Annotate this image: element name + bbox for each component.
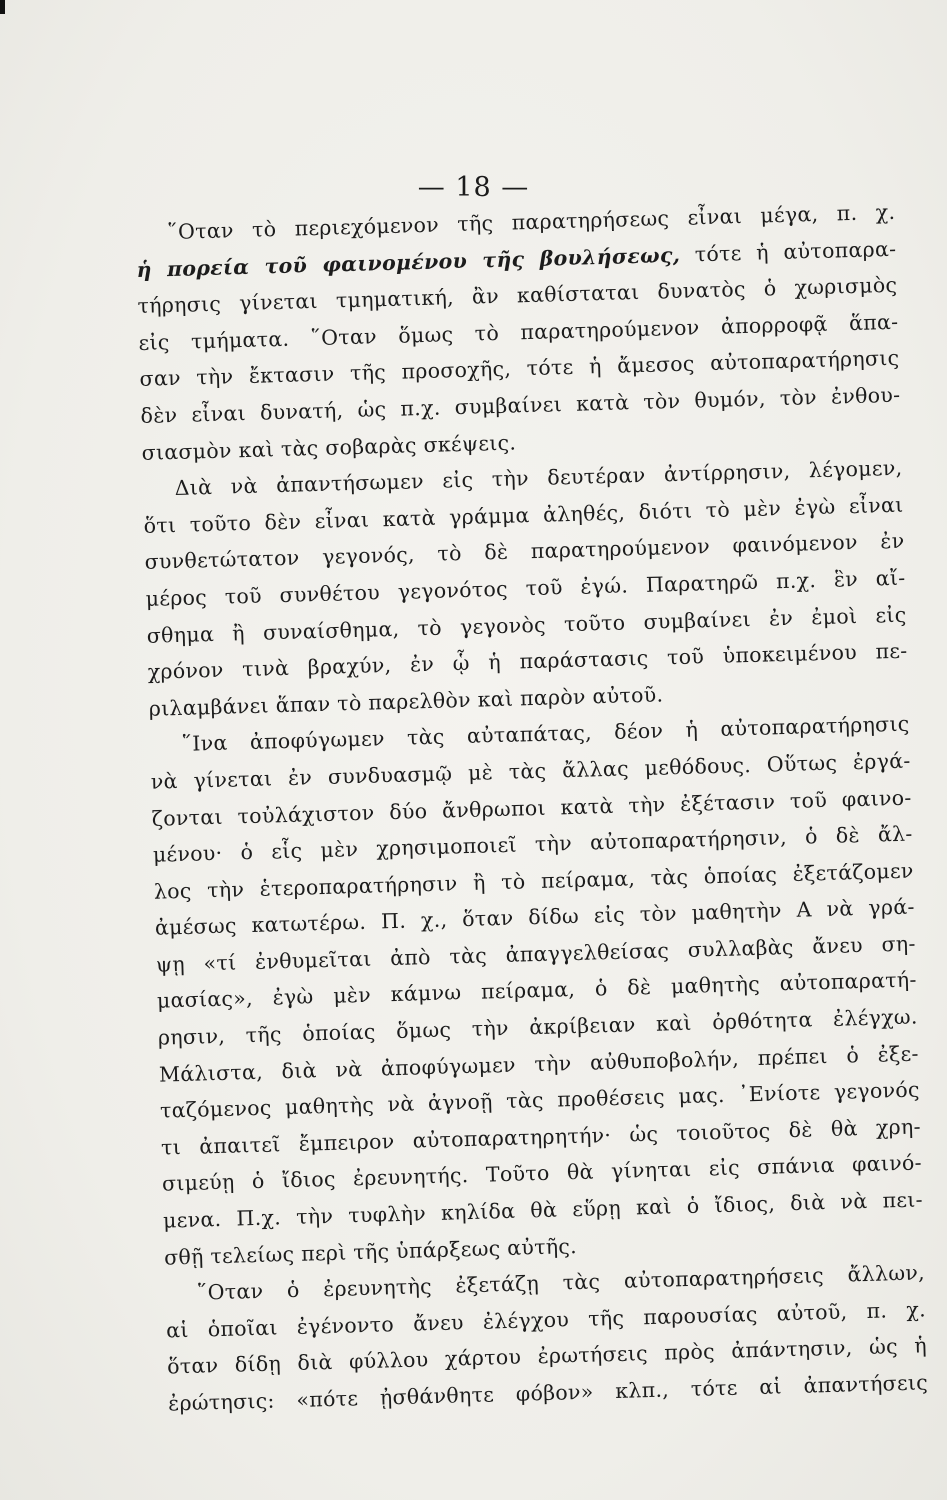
text-segment: ῞Οταν τὸ περιεχόμενον τῆς παρατηρήσεως εἶναι μέγα, π. χ. — [167, 199, 896, 245]
text-segment: ριλαμβάνει ἅπαν τὸ παρελθὸν καὶ παρὸν αὐτοῦ. — [148, 682, 664, 721]
text-segment: Διὰ νὰ ἀπαντήσωμεν εἰς τὴν δευτέραν ἀντίρρησιν, λέγομεν, — [174, 455, 903, 501]
text-segment: ἡ πορεία τοῦ φαινομένου τῆς βουλήσεως, — [136, 242, 681, 282]
text-segment: δὲν εἶναι δυνατή, ὡς π.χ. συμβαίνει κατὰ τὸν θυμόν, τὸν ἐνθου- — [140, 382, 901, 428]
text-segment: ῞Ινα ἀποφύγωμεν τὰς αὐταπάτας, δέον ἡ αὐτοπαρατήρησις — [181, 711, 910, 757]
body-text — [135, 194, 928, 1422]
text-segment: τότε ἡ αὐτοπαρα- — [679, 236, 897, 267]
text-segment: συνθετώτατον γεγονός, τὸ δὲ παρατηρούμενον φαινόμενον ἐν — [144, 528, 905, 575]
text-segment: ἀμέσως κατωτέρω. Π. χ., ὅταν δίδω εἰς τὸν μαθητὴν Α νὰ γρά- — [154, 894, 915, 940]
text-segment: ζονται τοὐλάχιστον δύο ἄνθρωποι κατὰ τὴν ἐξέτασιν τοῦ φαινο- — [151, 785, 912, 831]
text-segment: Μάλιστα, διὰ νὰ ἀποφύγωμεν τὴν αὐθυποβολήν, πρέπει ὁ ἐξε- — [158, 1041, 920, 1087]
text-segment: σθῇ τελείως περὶ τῆς ὑπάρξεως αὐτῆς. — [163, 1233, 578, 1270]
text-segment: σιασμὸν καὶ τὰς σοβαρὰς σκέψεις. — [141, 430, 517, 465]
text-segment: χρόνον τινὰ βραχύν, ἐν ᾧ ἡ παράστασις τοῦ ὑποκειμένου πε- — [147, 638, 908, 684]
text-segment: ρησιν, τῆς ὁποίας ὅμως τὴν ἀκρίβειαν καὶ ὀρθότητα ἐλέγχω. — [157, 1004, 919, 1050]
text-segment: σιμεύῃ ὁ ἴδιος ἐρευνητής. Τοῦτο θὰ γίνηται εἰς σπάνια φαινό- — [161, 1150, 923, 1197]
text-segment: τι ἀπαιτεῖ ἔμπειρον αὐτοπαρατηρητήν· ὡς τοιοῦτος δὲ θὰ χρη- — [160, 1114, 922, 1160]
text-segment: ῞Οταν ὁ ἐρευνητὴς ἐξετάζῃ τὰς αὐτοπαρατηρήσεις ἄλλων, — [196, 1260, 926, 1305]
page-number: — 18 — — [417, 172, 530, 203]
text-segment: ταζόμενος μαθητὴς νὰ ἀγνοῇ τὰς προθέσεις μας. ᾿Ενίοτε γεγονός — [159, 1077, 921, 1123]
text-segment: ἐρώτησις: «πότε ᾐσθάνθητε φόβον» κλπ., τότε αἱ ἀπαντήσεις — [167, 1370, 929, 1416]
text-segment: λος τὴν ἑτεροπαρατήρησιν ἢ τὸ πείραμα, τὰς ὁποίας ἐξετάζομεν — [153, 858, 914, 904]
text-segment: νὰ γίνεται ἐν συνδυασμῷ μὲ τὰς ἄλλας μεθόδους. Οὕτως ἐργά- — [150, 748, 911, 794]
text-segment: αἱ ὁποῖαι ἐγένοντο ἄνευ ἐλέγχου τῆς παρουσίας αὐτοῦ, π. χ. — [165, 1297, 927, 1343]
text-segment: σαν τὴν ἔκτασιν τῆς προσοχῆς, τότε ἡ ἄμεσος αὐτοπαρατήρησις — [139, 346, 900, 392]
text-segment: ὅτι τοῦτο δὲν εἶναι κατὰ γράμμα ἀληθές, διότι τὸ μὲν ἐγὼ εἶναι — [143, 492, 904, 538]
text-segment: μενα. Π.χ. τὴν τυφλὴν κηλίδα θὰ εὕρῃ καὶ ὁ ἴδιος, διὰ νὰ πει- — [162, 1187, 924, 1233]
text-segment: μένου· ὁ εἷς μὲν χρησιμοποιεῖ τὴν αὐτοπαρατήρησιν, ὁ δὲ ἄλ- — [152, 821, 913, 867]
text-segment: εἰς τμήματα. ῞Οταν ὅμως τὸ παρατηρούμενον ἀπορροφᾷ ἅπα- — [138, 309, 899, 355]
scan-corner-mark — [0, 0, 5, 14]
text-segment: ψῃ «τί ἐνθυμεῖται ἀπὸ τὰς ἀπαγγελθείσας συλλαβὰς ἄνευ ση- — [155, 931, 916, 977]
text-segment: τήρησις γίνεται τμηματική, ἂν καθίσταται δυνατὸς ὁ χωρισμὸς — [137, 272, 898, 319]
text-segment: μασίας», ἐγὼ μὲν κάμνω πείραμα, ὁ δὲ μαθητὴς αὐτοπαρατή- — [156, 967, 917, 1014]
text-segment: σθημα ἢ συναίσθημα, τὸ γεγονὸς τοῦτο συμβαίνει ἐν ἐμοὶ εἰς — [146, 602, 907, 648]
text-segment: ὅταν δίδῃ διὰ φύλλου χάρτου ἐρωτήσεις πρὸς ἀπάντησιν, ὡς ἡ — [166, 1333, 928, 1379]
text-segment: μέρος τοῦ συνθέτου γεγονότος τοῦ ἐγώ. Παρατηρῶ π.χ. ἓν αἴ- — [145, 565, 906, 611]
